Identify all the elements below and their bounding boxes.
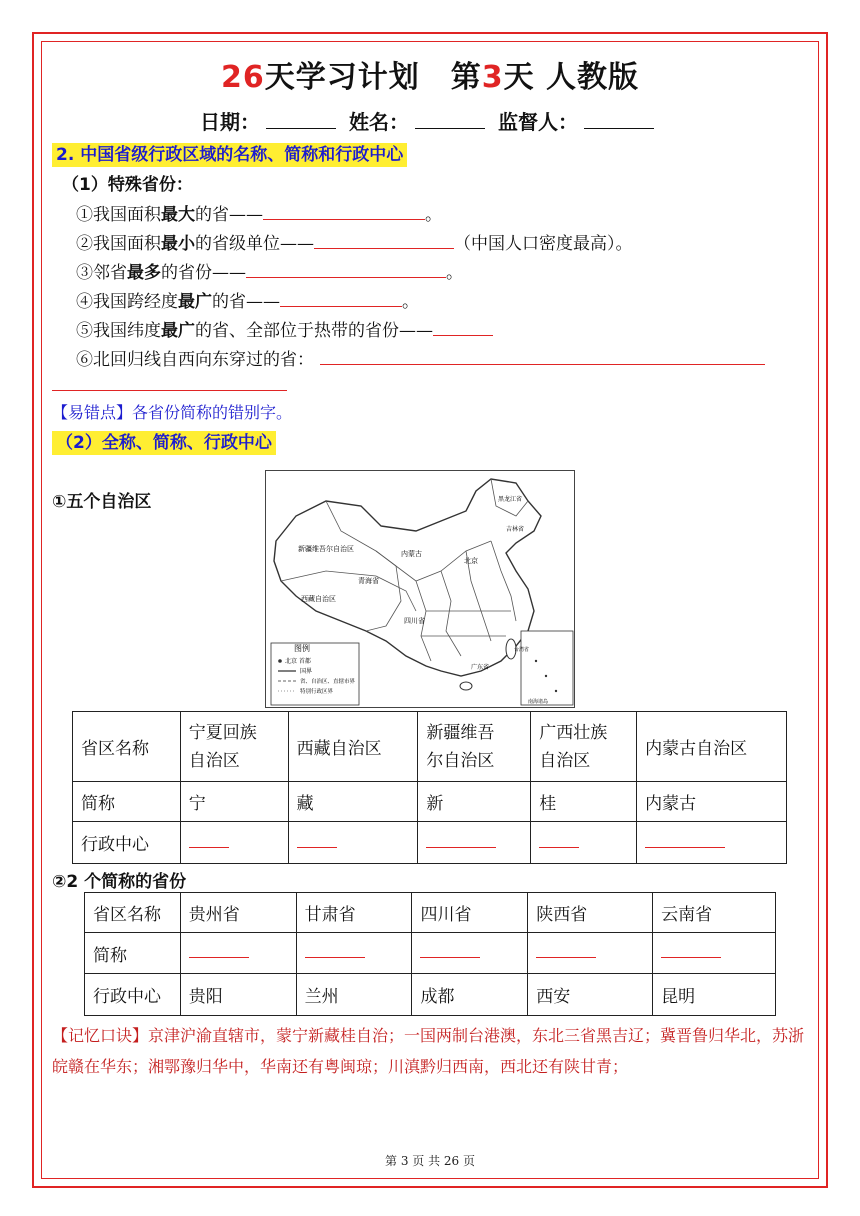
q3-answer-line[interactable] — [246, 259, 446, 278]
table-cell: 广西壮族 自治区 — [531, 712, 637, 782]
map-label-xinjiang: 新疆维吾尔自治区 — [298, 545, 354, 553]
q1-tail: 。 — [425, 205, 442, 225]
meta-line — [0, 106, 860, 135]
row-label-abbr: 简称 — [85, 933, 181, 974]
answer-line[interactable] — [645, 837, 725, 848]
map-label-south-china-sea: 南海诸岛 — [528, 699, 549, 705]
table-cell: 桂 — [531, 782, 637, 822]
q5-answer-line[interactable] — [433, 317, 493, 336]
q5-pre: ⑤我国纬度 — [76, 321, 161, 341]
table-row — [73, 782, 787, 822]
supervisor-label: 监督人： — [497, 110, 578, 134]
answer-line[interactable] — [189, 947, 249, 958]
table-cell: 西安 — [528, 974, 653, 1016]
table-cell: 藏 — [288, 782, 418, 822]
answer-cell[interactable] — [653, 933, 776, 974]
map-label-xizang: 西藏自治区 — [301, 595, 336, 603]
q4-tail: 。 — [402, 292, 419, 312]
q5-bold: 最广 — [161, 321, 195, 341]
table-cell: 昆明 — [653, 974, 776, 1016]
q5-post: 的省、全部位于热带的省份—— — [195, 321, 433, 341]
table-cell: 内蒙古 — [637, 782, 787, 822]
map-label-guangdong: 广东省 — [471, 664, 490, 671]
q6-answer-line-2[interactable] — [52, 378, 287, 391]
row-label-name: 省区名称 — [73, 712, 181, 782]
question-3 — [76, 258, 463, 283]
two-abbr-heading: ②2 个简称的省份 — [52, 872, 187, 892]
map-legend-title: 图例 — [294, 644, 310, 653]
map-label-jilin: 吉林省 — [506, 526, 525, 533]
page-footer: 第 3 页 共 26 页 — [385, 1154, 475, 1168]
q3-post: 的省份—— — [161, 263, 246, 283]
title-number: 26 — [220, 60, 265, 95]
answer-cell[interactable] — [180, 933, 296, 974]
table-cell: 四川省 — [412, 893, 528, 933]
table-cell: 贵州省 — [180, 893, 296, 933]
special-provinces-heading: （1）特殊省份： — [62, 175, 193, 195]
q2-answer-line[interactable] — [314, 230, 454, 249]
q1-answer-line[interactable] — [263, 201, 425, 220]
autonomous-heading: ①五个自治区 — [52, 492, 152, 512]
question-2 — [76, 229, 633, 254]
supervisor-blank[interactable] — [584, 110, 654, 129]
question-4 — [76, 287, 419, 312]
map-label-taiwan: 台湾省 — [514, 647, 530, 653]
table-cell: 新疆维吾 尔自治区 — [418, 712, 531, 782]
answer-line[interactable] — [420, 947, 480, 958]
table-row — [73, 712, 787, 782]
q4-bold: 最广 — [178, 292, 212, 312]
page-title — [0, 52, 860, 96]
table-cell: 贵阳 — [180, 974, 296, 1016]
name-blank[interactable] — [415, 110, 485, 129]
answer-cell[interactable] — [412, 933, 528, 974]
table-cell: 新 — [418, 782, 531, 822]
q1-bold: 最大 — [161, 205, 195, 225]
answer-line[interactable] — [189, 837, 229, 848]
table-row — [85, 893, 776, 933]
subsection-2-text: （2）全称、简称、行政中心 — [52, 431, 276, 455]
table-cell: 西藏自治区 — [288, 712, 418, 782]
q6-pre: ⑥北回归线自西向东穿过的省： — [76, 350, 314, 370]
q2-pre: ②我国面积 — [76, 234, 161, 254]
row-label-abbr: 简称 — [73, 782, 181, 822]
q3-pre: ③邻省 — [76, 263, 127, 283]
table-cell: 宁夏回族 自治区 — [180, 712, 288, 782]
q6-answer-line[interactable] — [320, 346, 765, 365]
q3-bold: 最多 — [127, 263, 161, 283]
answer-line[interactable] — [661, 947, 721, 958]
map-legend-capital: 北京 首都 — [285, 658, 311, 665]
table-cell: 云南省 — [653, 893, 776, 933]
table-cell: 甘肃省 — [296, 893, 412, 933]
answer-line[interactable] — [426, 837, 496, 848]
answer-line[interactable] — [536, 947, 596, 958]
table-cell: 陕西省 — [528, 893, 653, 933]
question-5 — [76, 316, 493, 341]
q2-tail: （中国人口密度最高）。 — [454, 234, 633, 254]
map-legend-border: 国界 — [300, 668, 313, 675]
answer-cell[interactable] — [637, 822, 787, 864]
question-1 — [76, 200, 442, 225]
q4-answer-line[interactable] — [280, 288, 402, 307]
answer-line[interactable] — [539, 837, 579, 848]
answer-cell[interactable] — [180, 822, 288, 864]
answer-cell[interactable] — [531, 822, 637, 864]
table-row — [85, 933, 776, 974]
table-cell: 内蒙古自治区 — [637, 712, 787, 782]
map-label-sichuan: 四川省 — [404, 617, 425, 625]
section-heading-text: 2. 中国省级行政区域的名称、简称和行政中心 — [52, 143, 407, 167]
name-label: 姓名： — [349, 110, 409, 134]
table-cell: 成都 — [412, 974, 528, 1016]
title-middle: 天学习计划 第 — [264, 60, 482, 95]
error-note: 【易错点】各省份简称的错别字。 — [52, 403, 293, 422]
table-cell: 兰州 — [296, 974, 412, 1016]
map-label-neimenggu: 内蒙古 — [401, 550, 422, 558]
section-heading — [52, 140, 407, 165]
date-label: 日期： — [200, 110, 261, 134]
china-map — [265, 470, 575, 708]
question-6 — [76, 345, 765, 370]
answer-cell[interactable] — [418, 822, 531, 864]
answer-cell[interactable] — [296, 933, 412, 974]
subsection-2-heading — [52, 428, 276, 453]
answer-cell[interactable] — [288, 822, 418, 864]
q4-post: 的省—— — [212, 292, 280, 312]
map-legend-sar-border: 特别行政区界 — [300, 689, 334, 695]
row-label-name: 省区名称 — [85, 893, 181, 933]
q4-pre: ④我国跨经度 — [76, 292, 178, 312]
row-label-capital: 行政中心 — [73, 822, 181, 864]
map-label-beijing: 北京 — [464, 557, 478, 565]
q2-post: 的省级单位—— — [195, 234, 314, 254]
answer-line[interactable] — [297, 837, 337, 848]
q1-pre: ①我国面积 — [76, 205, 161, 225]
mnemonic-note: 【记忆口诀】京津沪渝直辖市，蒙宁新藏桂自治；一国两制台港澳，东北三省黑吉辽；冀晋鲁归华北，苏浙皖赣在华东；湘鄂豫归华中，华南还有粤闽琼；川滇黔归西南，西北还有陕甘青； — [52, 1026, 805, 1076]
answer-cell[interactable] — [528, 933, 653, 974]
china-map-svg — [266, 471, 576, 709]
row-label-capital: 行政中心 — [85, 974, 181, 1016]
table-cell: 宁 — [180, 782, 288, 822]
date-blank[interactable] — [266, 110, 336, 129]
table-row — [85, 974, 776, 1016]
two-abbr-table — [84, 892, 776, 1016]
title-day: 3 — [481, 60, 504, 95]
q1-post: 的省—— — [195, 205, 263, 225]
title-end: 天 人教版 — [503, 60, 640, 95]
map-legend-province-border: 省、自治区、直辖市界 — [300, 679, 356, 685]
table-row — [73, 822, 787, 864]
map-label-heilongjiang: 黑龙江省 — [498, 496, 523, 503]
autonomous-table — [72, 711, 787, 864]
q3-tail: 。 — [446, 263, 463, 283]
q2-bold: 最小 — [161, 234, 195, 254]
answer-line[interactable] — [305, 947, 365, 958]
map-label-qinghai: 青海省 — [358, 577, 379, 585]
